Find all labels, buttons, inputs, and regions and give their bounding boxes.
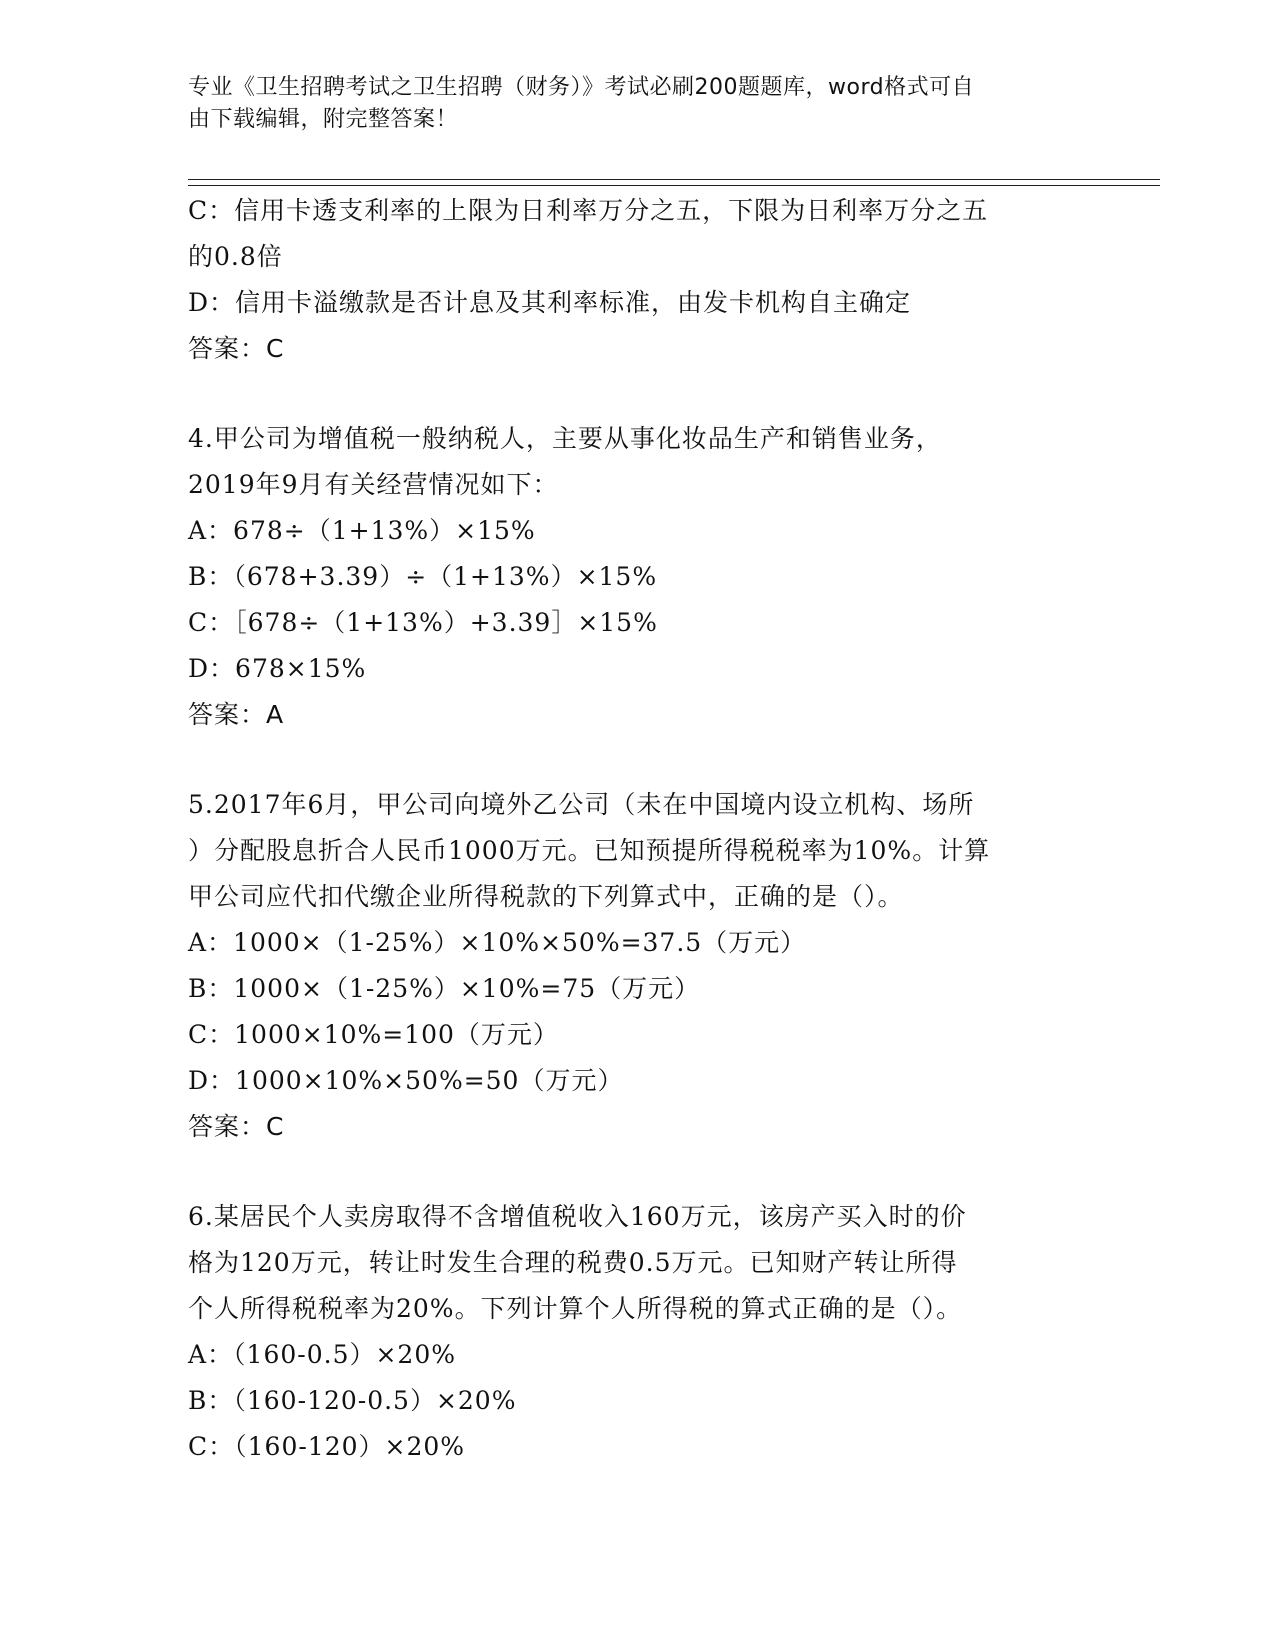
header-line-2: 由下载编辑，附完整答案！ xyxy=(188,107,459,132)
spacer xyxy=(188,1150,1088,1194)
q5-stem-line-3: 甲公司应代扣代缴企业所得税款的下列算式中，正确的是（）。 xyxy=(188,882,904,911)
question-3-block xyxy=(188,188,1088,372)
q4-stem-line-2: 2019年9月有关经营情况如下： xyxy=(188,470,559,499)
spacer xyxy=(188,738,1088,782)
q3-option-c-line-2: 的0.8倍 xyxy=(188,242,283,271)
q4-answer: 答案：A xyxy=(188,700,285,729)
q5-answer: 答案：C xyxy=(188,1112,285,1141)
question-4-block xyxy=(188,416,1088,738)
header-rule-bottom xyxy=(188,185,1160,186)
q4-option-d: D：678×15% xyxy=(188,654,367,683)
header-rule-top xyxy=(188,179,1160,180)
q6-option-a: A：（160-0.5）×20% xyxy=(188,1340,456,1369)
q3-option-d: D：信用卡溢缴款是否计息及其利率标准，由发卡机构自主确定 xyxy=(188,288,912,317)
q4-option-b: B：（678+3.39）÷（1+13%）×15% xyxy=(188,562,658,591)
q4-stem-line-1: 4.甲公司为增值税一般纳税人，主要从事化妆品生产和销售业务， xyxy=(188,424,942,453)
q5-stem-line-2: ）分配股息折合人民币1000万元。已知预提所得税税率为10%。计算 xyxy=(188,836,991,865)
q4-option-c: C：［678÷（1+13%）+3.39］×15% xyxy=(188,608,658,637)
q5-stem-line-1: 5.2017年6月，甲公司向境外乙公司（未在中国境内设立机构、场所 xyxy=(188,790,975,819)
spacer xyxy=(188,372,1088,416)
q4-option-a: A：678÷（1+13%）×15% xyxy=(188,516,536,545)
q5-option-d: D：1000×10%×50%=50（万元） xyxy=(188,1066,624,1095)
q5-option-c: C：1000×10%=100（万元） xyxy=(188,1020,559,1049)
question-content xyxy=(188,188,1088,1470)
q5-option-b: B：1000×（1-25%）×10%=75（万元） xyxy=(188,974,701,1003)
document-header xyxy=(188,72,1088,136)
q6-stem-line-2: 格为120万元，转让时发生合理的税费0.5万元。已知财产转让所得 xyxy=(188,1248,958,1277)
q3-option-c-line-1: C：信用卡透支利率的上限为日利率万分之五，下限为日利率万分之五 xyxy=(188,196,989,225)
header-line-1: 专业《卫生招聘考试之卫生招聘（财务）》考试必刷200题题库，word格式可自 xyxy=(188,75,975,100)
question-5-block xyxy=(188,782,1088,1150)
question-6-block xyxy=(188,1194,1088,1470)
q6-option-b: B：（160-120-0.5）×20% xyxy=(188,1386,517,1415)
q5-option-a: A：1000×（1-25%）×10%×50%=37.5（万元） xyxy=(188,928,807,957)
q6-stem-line-1: 6.某居民个人卖房取得不含增值税收入160万元，该房产买入时的价 xyxy=(188,1202,967,1231)
q3-answer: 答案：C xyxy=(188,334,285,363)
q6-option-c: C：（160-120）×20% xyxy=(188,1432,466,1461)
q6-stem-line-3: 个人所得税税率为20%。下列计算个人所得税的算式正确的是（）。 xyxy=(188,1294,963,1323)
